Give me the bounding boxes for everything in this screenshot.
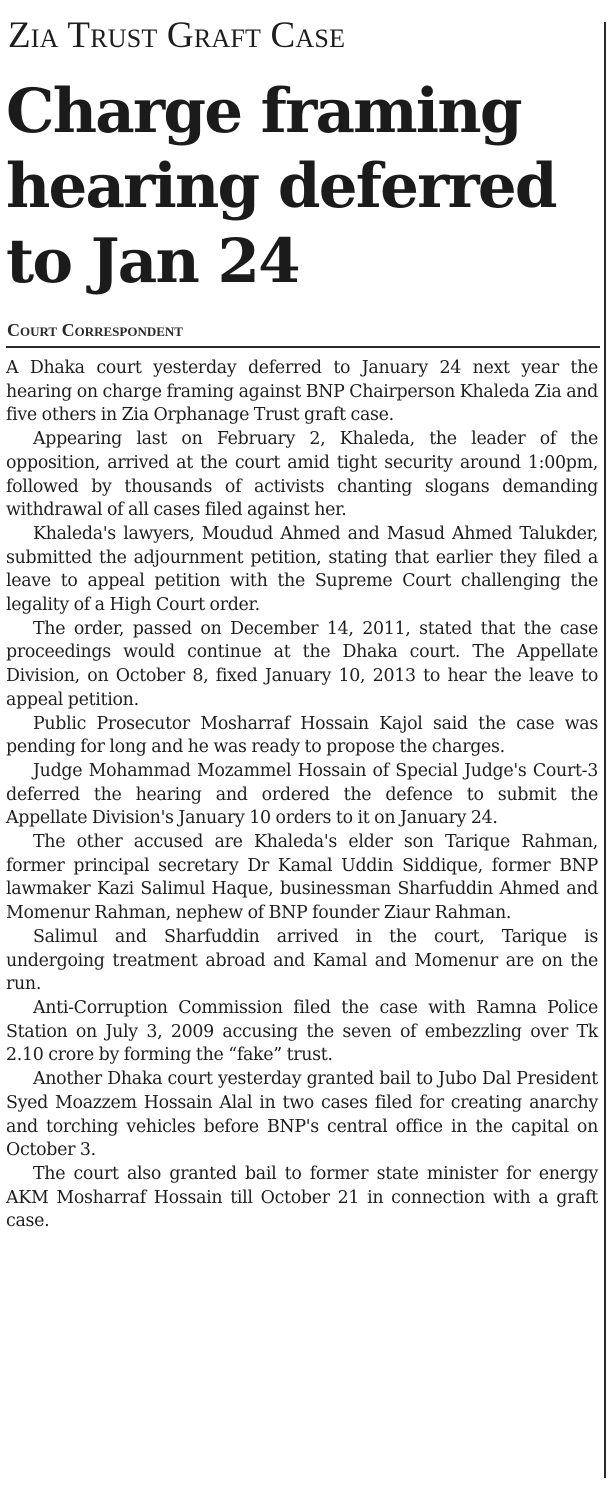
paragraph: Appearing last on February 2, Khaleda, the leader of the opposition, arrived at the court amid tight security around 1:00pm, followed by thousands of activists chanting slogans demanding withdrawal of all cases filed against her. <box>6 429 598 521</box>
paragraph: A Dhaka court yesterday deferred to January 24 next year the hearing on charge framing against BNP Chairperson Khaleda Zia and five others in Zia Orphanage Trust graft case. <box>6 358 598 426</box>
paragraph: The other accused are Khaleda's elder son Tarique Rahman, former principal secretary Dr Kamal Uddin Siddique, former BNP lawmaker Kazi Salimul Haque, businessman Sharfuddin Ahmed and Momenur Rahman, nephew of BNP founder Ziaur Rahman. <box>6 832 598 924</box>
paragraph: Public Prosecutor Mosharraf Hossain Kajol said the case was pending for long and he was ready to propose the charges. <box>6 713 598 758</box>
byline: Court Correspondent <box>7 320 183 340</box>
paragraph: The court also granted bail to former state minister for energy AKM Mosharraf Hossain till October 21 in connection with a graft case. <box>6 1163 598 1232</box>
paragraph: Judge Mohammad Mozammel Hossain of Special Judge's Court-3 deferred the hearing and ordered the defence to submit the Appellate Division's January 10 orders to it on January 24. <box>6 760 598 829</box>
column-rule <box>604 22 606 1478</box>
paragraph: The order, passed on December 14, 2011, stated that the case proceedings would continue at the Dhaka court. The Appellate Division, on October 8, fixed January 10, 2013 to hear the leave to appeal petition. <box>6 618 598 710</box>
byline-divider <box>6 346 600 348</box>
article-body <box>6 357 598 1234</box>
paragraph: Anti-Corruption Commission filed the case with Ramna Police Station on July 3, 2009 accusing the seven of embezzling over Tk 2.10 crore by forming the “fake” trust. <box>6 997 598 1066</box>
headline: Charge framing hearing deferred to Jan 24 <box>6 76 556 297</box>
paragraph: Another Dhaka court yesterday granted bail to Jubo Dal President Syed Moazzem Hossain Alal in two cases filed for creating anarchy and torching vehicles before BNP's central office in the capital on October 3. <box>6 1069 598 1161</box>
kicker: Zia Trust Graft Case <box>8 15 346 56</box>
paragraph: Khaleda's lawyers, Moudud Ahmed and Masud Ahmed Talukder, submitted the adjournment petition, stating that earlier they filed a leave to appeal petition with the Supreme Court challenging the legality of a High Court order. <box>6 523 598 616</box>
paragraph: Salimul and Sharfuddin arrived in the court, Tarique is undergoing treatment abroad and Kamal and Momenur are on the run. <box>6 926 598 995</box>
